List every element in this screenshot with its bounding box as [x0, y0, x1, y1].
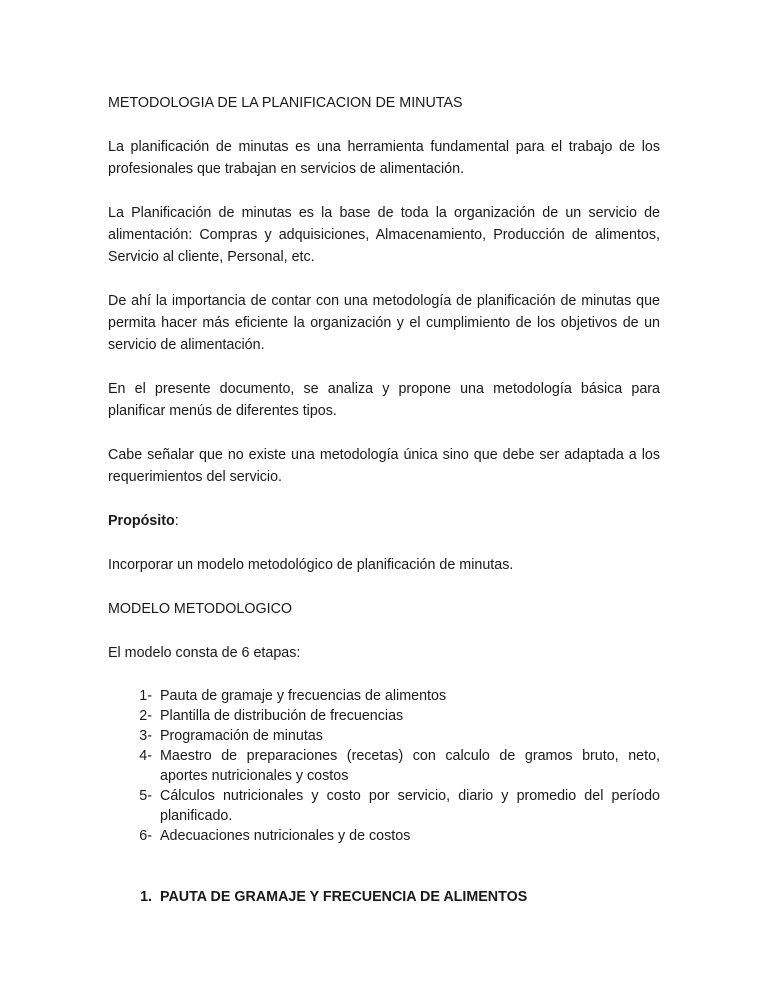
step-text: Plantilla de distribución de frecuencias [160, 708, 404, 724]
list-item [108, 706, 660, 726]
paragraph-4: En el presente documento, se analiza y propone una metodología básica para planificar menús de diferentes tipos. [108, 381, 660, 419]
step-number: 1- [139, 688, 152, 704]
section-number: 1. [140, 889, 152, 905]
step-text: Adecuaciones nutricionales y de costos [160, 828, 411, 844]
model-heading: MODELO METODOLOGICO [108, 601, 293, 617]
purpose-label: Propósito [108, 513, 175, 529]
document-body [108, 92, 660, 846]
paragraph-1: La planificación de minutas es una herramienta fundamental para el trabajo de los profesionales que trabajan en servicios de alimentación. [108, 139, 660, 177]
list-item [108, 726, 660, 746]
step-number: 5- [139, 788, 152, 804]
paragraph-3: De ahí la importancia de contar con una metodología de planificación de minutas que permita hacer más eficiente la organización y el cumplimiento de los objetivos de un servicio de alimentación. [108, 293, 660, 353]
step-text: Pauta de gramaje y frecuencias de alimentos [160, 688, 447, 704]
list-item [108, 786, 660, 826]
step-number: 4- [139, 748, 152, 764]
steps-list [108, 686, 660, 846]
list-item [108, 826, 660, 846]
section-1-heading [108, 886, 660, 908]
step-number: 6- [139, 828, 152, 844]
step-number: 3- [139, 728, 152, 744]
step-number: 2- [139, 708, 152, 724]
purpose-text: Incorporar un modelo metodológico de planificación de minutas. [108, 557, 514, 573]
purpose-colon: : [174, 513, 179, 529]
model-intro: El modelo consta de 6 etapas: [108, 645, 301, 661]
paragraph-2: La Planificación de minutas es la base de toda la organización de un servicio de alimentación: Compras y adquisiciones, Almacenamiento, Producción de alimentos, Servicio al cliente, Personal, etc. [108, 205, 660, 265]
list-item [108, 686, 660, 706]
document-title: METODOLOGIA DE LA PLANIFICACION DE MINUTAS [108, 95, 463, 111]
step-text: Cálculos nutricionales y costo por servicio, diario y promedio del período planificado. [160, 788, 660, 824]
paragraph-5: Cabe señalar que no existe una metodología única sino que debe ser adaptada a los requerimientos del servicio. [108, 447, 660, 485]
purpose-heading [108, 510, 660, 532]
step-text: Maestro de preparaciones (recetas) con calculo de gramos bruto, neto, aportes nutricionales y costos [160, 748, 660, 784]
section-title: PAUTA DE GRAMAJE Y FRECUENCIA DE ALIMENTOS [160, 889, 528, 905]
list-item [108, 746, 660, 786]
step-text: Programación de minutas [160, 728, 323, 744]
